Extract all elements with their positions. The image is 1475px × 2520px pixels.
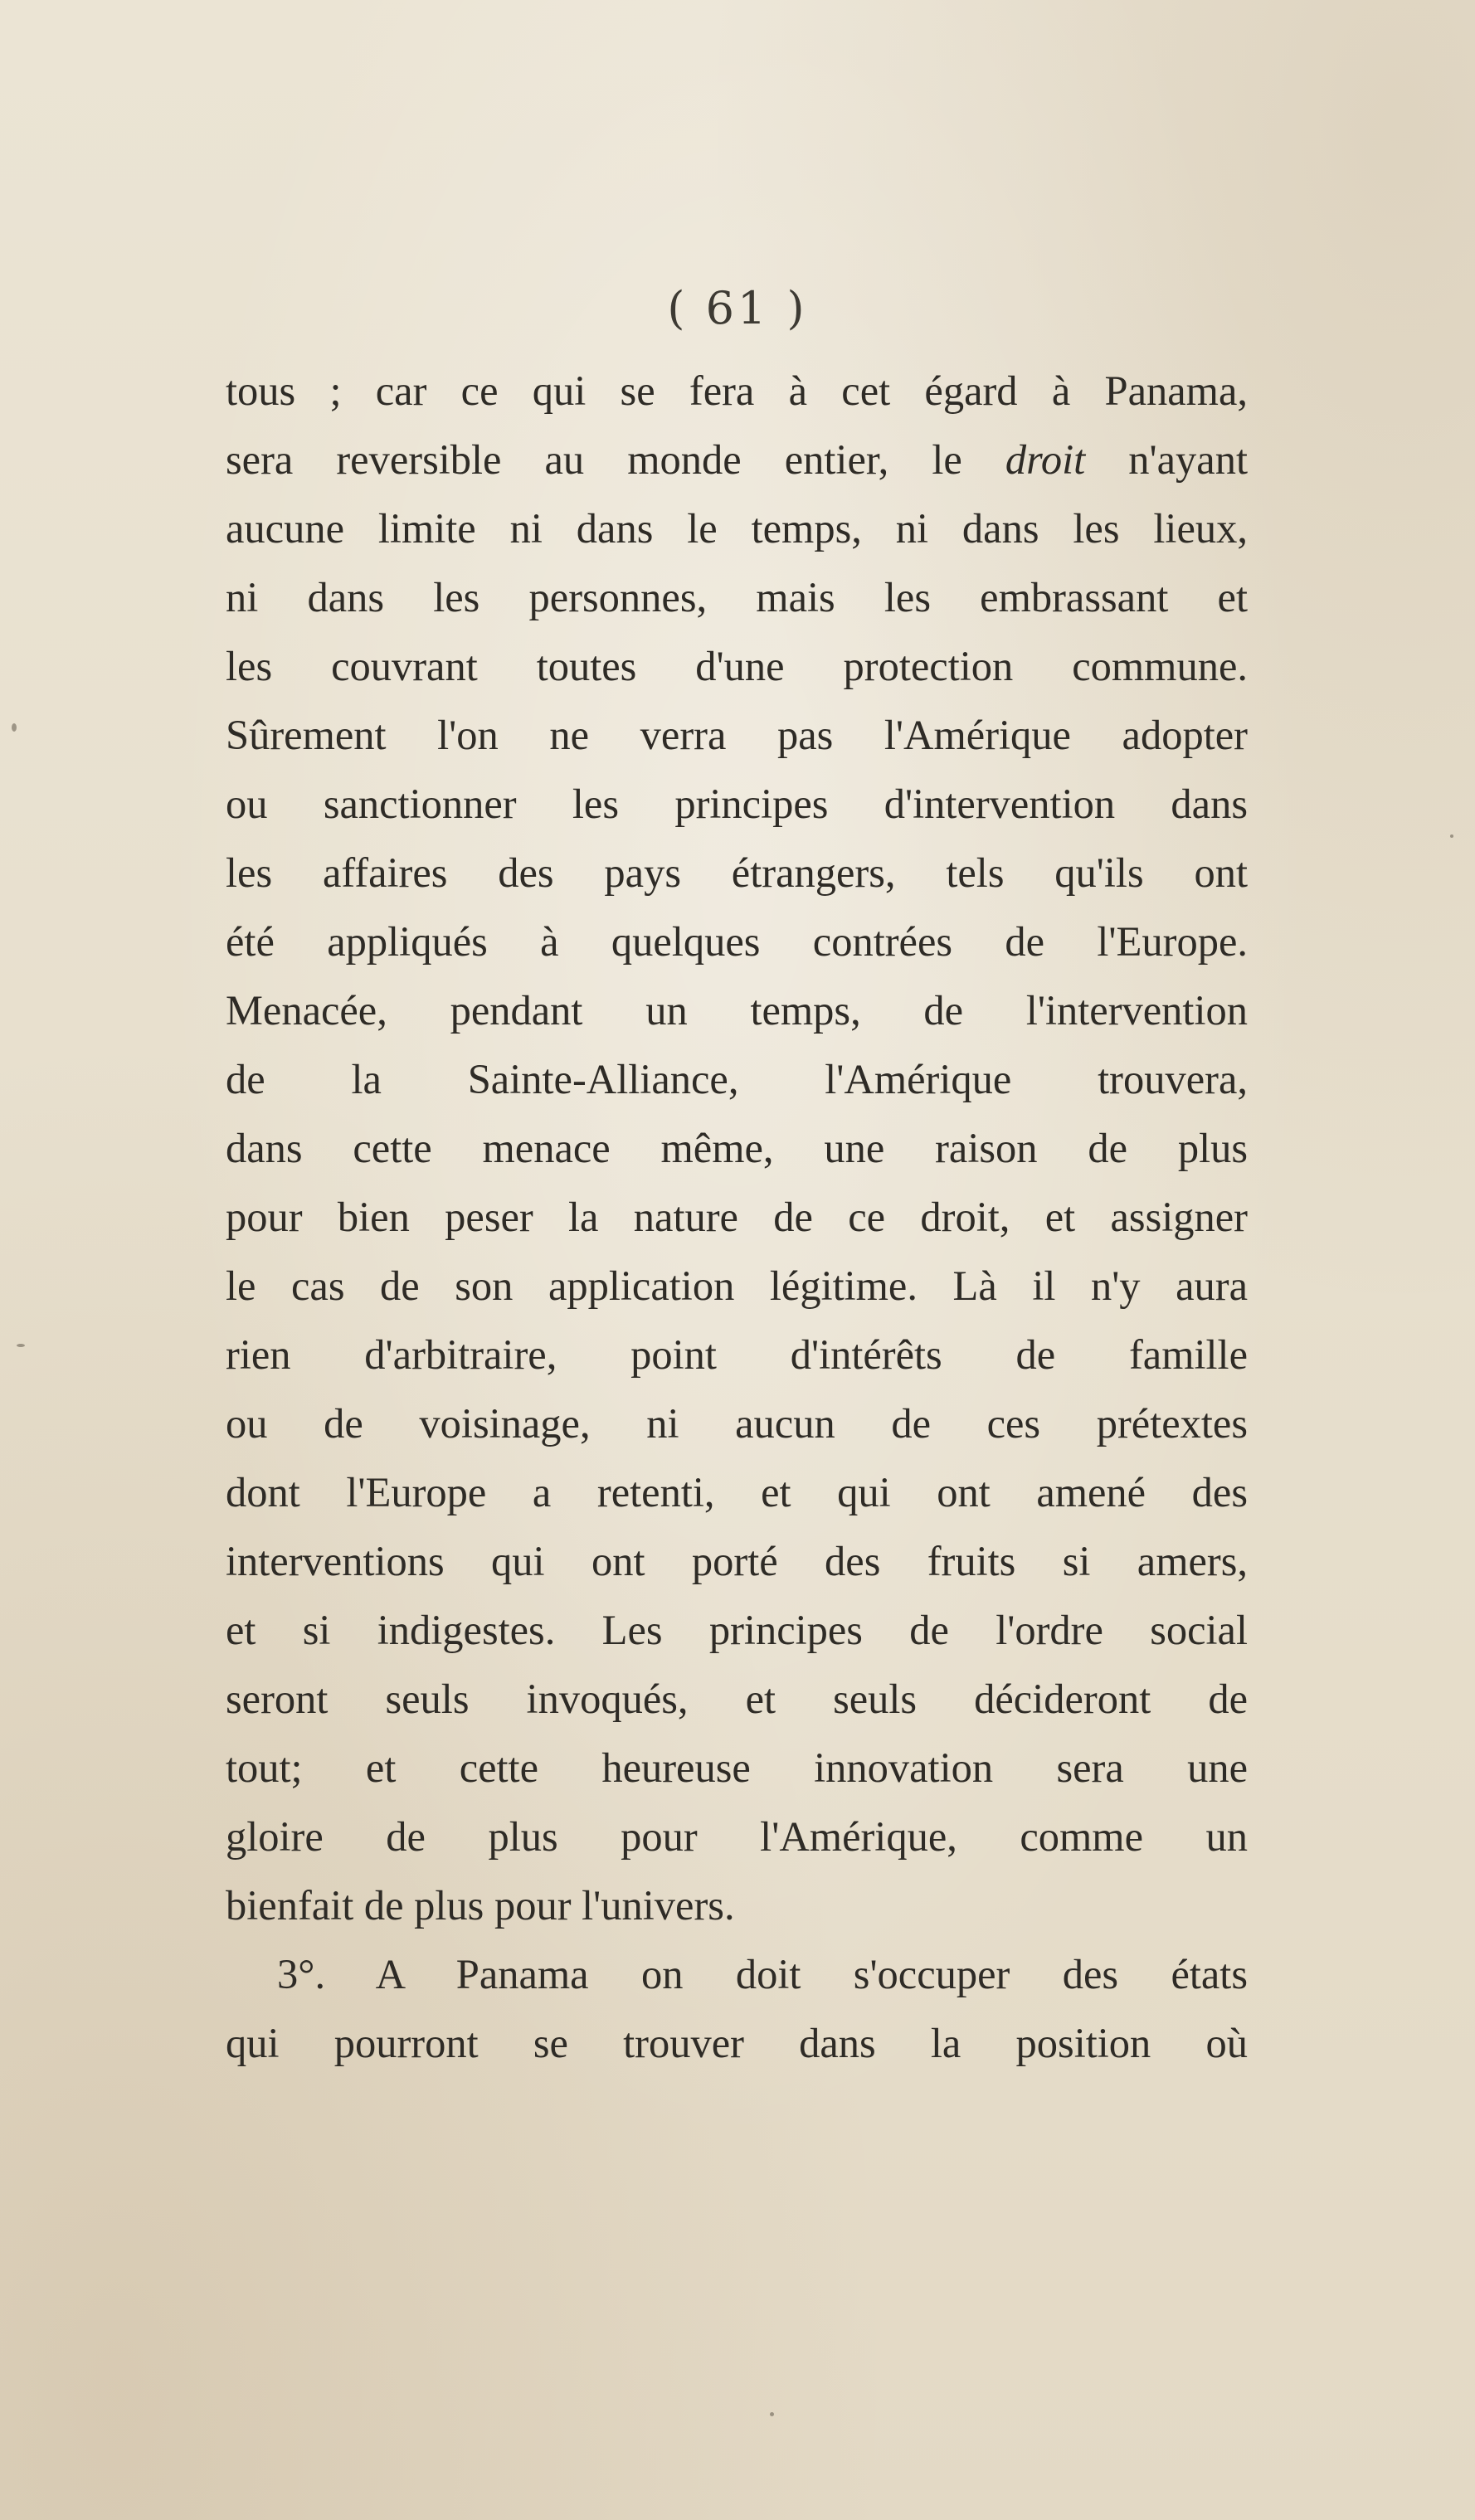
- text-line: le cas de son application légitime. Là il n'y aura: [226, 1262, 1248, 1309]
- text-line: 3°. A Panama on doit s'occuper des états: [277, 1951, 1248, 1997]
- text-line: rien d'arbitraire, point d'intérêts de famille: [226, 1331, 1248, 1378]
- text-line: et si indigestes. Les principes de l'ordre social: [226, 1607, 1248, 1653]
- paper-speck: [17, 1344, 25, 1347]
- text-line: été appliqués à quelques contrées de l'Europe.: [226, 918, 1248, 965]
- text-line: interventions qui ont porté des fruits si amers,: [226, 1538, 1248, 1584]
- text-line: Sûrement l'on ne verra pas l'Amérique adopter: [226, 712, 1248, 758]
- text-line: bienfait de plus pour l'univers.: [226, 1882, 735, 1929]
- paper-speck: [770, 2412, 774, 2416]
- text-line: dont l'Europe a retenti, et qui ont amené des: [226, 1469, 1248, 1515]
- text-line: qui pourront se trouver dans la position où: [226, 2020, 1248, 2066]
- text-line: de la Sainte-Alliance, l'Amérique trouvera,: [226, 1056, 1248, 1102]
- text-line: ou sanctionner les principes d'intervention dans: [226, 781, 1248, 827]
- text-line: aucune limite ni dans le temps, ni dans les lieux,: [226, 505, 1248, 552]
- text-line: seront seuls invoqués, et seuls décideront de: [226, 1676, 1248, 1722]
- paper-speck: [1450, 834, 1453, 838]
- text-line: tous ; car ce qui se fera à cet égard à Panama,: [226, 367, 1248, 414]
- text-line: gloire de plus pour l'Amérique, comme un: [226, 1813, 1248, 1860]
- page-number: ( 61 ): [667, 282, 808, 334]
- paper-speck: [12, 723, 17, 732]
- text-line: ni dans les personnes, mais les embrassant et: [226, 574, 1248, 620]
- text-line: sera reversible au monde entier, le droit n'ayant: [226, 436, 1248, 483]
- text-line: tout; et cette heureuse innovation sera une: [226, 1744, 1248, 1791]
- text-line: pour bien peser la nature de ce droit, et assigner: [226, 1194, 1248, 1240]
- text-line: dans cette menace même, une raison de plus: [226, 1125, 1248, 1171]
- text-line: les couvrant toutes d'une protection commune.: [226, 643, 1248, 689]
- text-line: ou de voisinage, ni aucun de ces prétextes: [226, 1400, 1248, 1447]
- body-text: [226, 357, 1248, 2078]
- text-line: Menacée, pendant un temps, de l'intervention: [226, 987, 1248, 1034]
- text-line: les affaires des pays étrangers, tels qu'ils ont: [226, 849, 1248, 896]
